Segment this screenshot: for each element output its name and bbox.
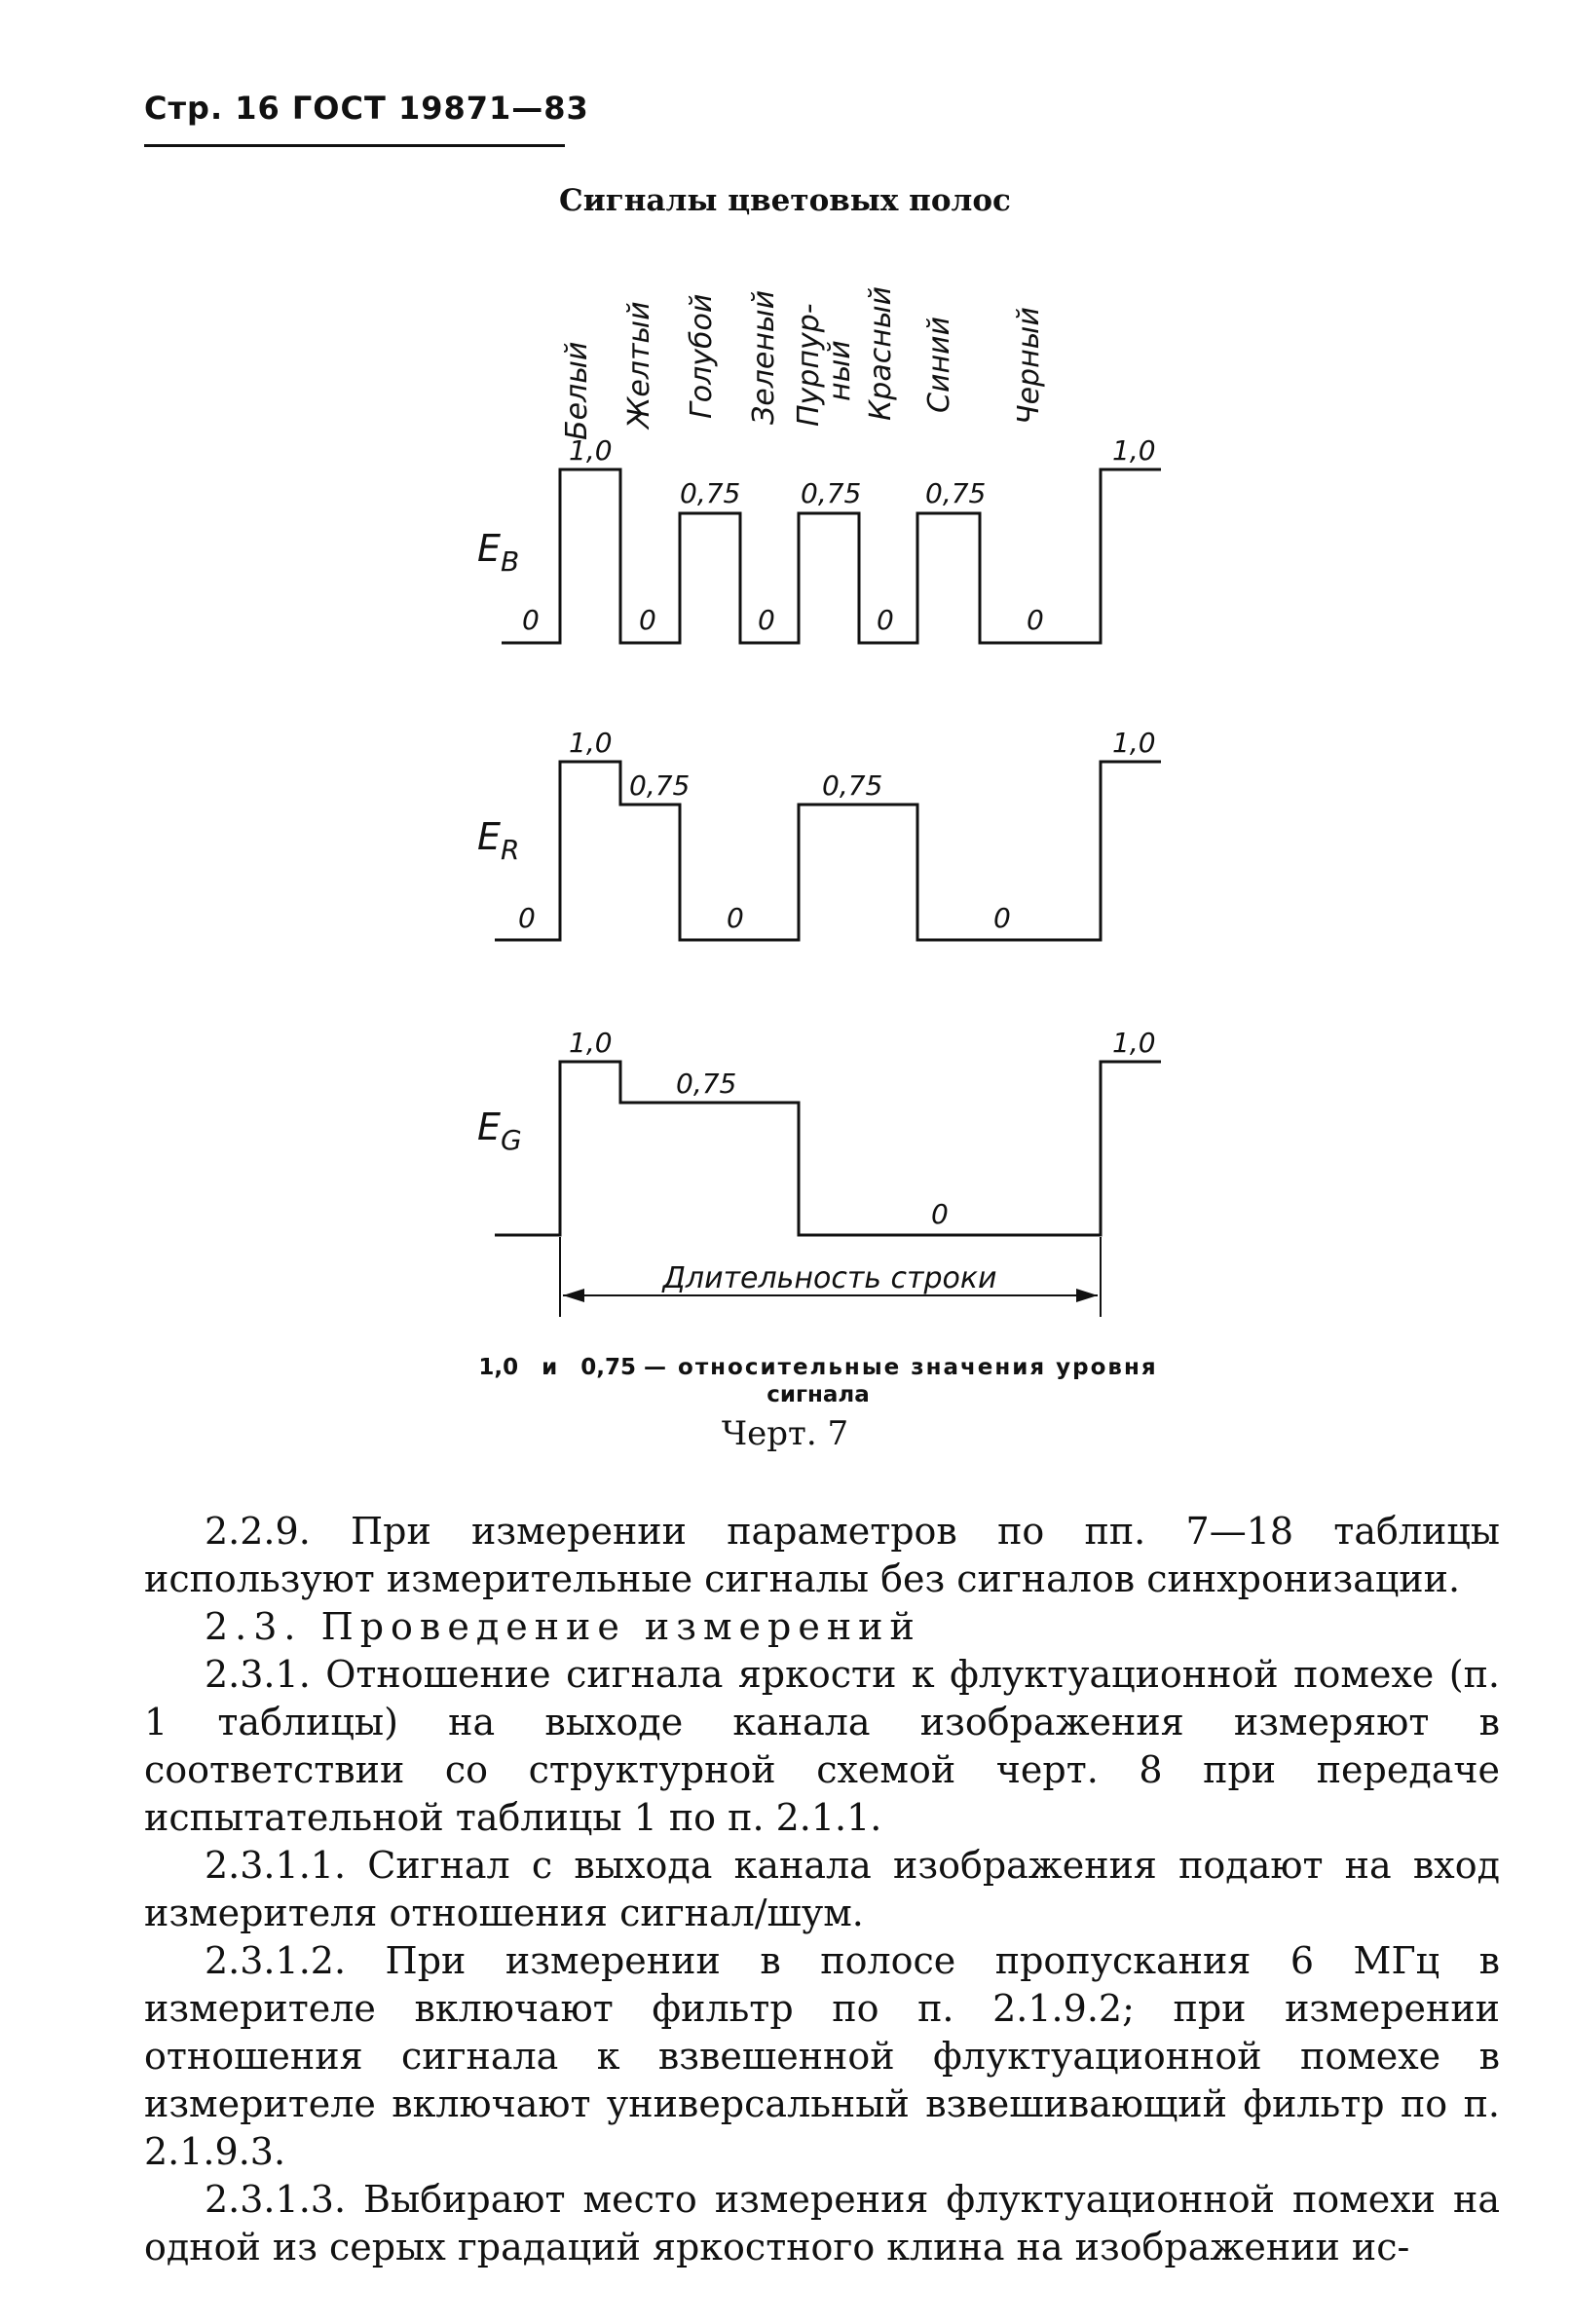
signal-er-zero-3: 0 — [993, 902, 1011, 934]
page-header: Стр. 16 ГОСТ 19871—83 — [144, 90, 589, 127]
signal-eb-zero-3: 0 — [758, 604, 775, 636]
caption-text: — относительные значения уровня — [644, 1355, 1158, 1380]
signal-eb-zero-2: 0 — [639, 604, 656, 636]
signal-eg-level-3: 1,0 — [1112, 1027, 1156, 1059]
signal-eg-level-1: 1,0 — [569, 1027, 613, 1059]
signal-eb-zero-5: 0 — [1027, 604, 1044, 636]
bar-label-white: Белый — [560, 341, 594, 440]
figure-number: Черт. 7 — [721, 1414, 849, 1453]
signal-eb-level-2: 0,75 — [680, 477, 741, 509]
signal-eg-waveform — [495, 1062, 1161, 1235]
bar-label-cyan: Голубой — [685, 293, 719, 419]
signal-er-zero-2: 0 — [727, 902, 744, 934]
figure-caption — [438, 1354, 1198, 1408]
signal-eb-level-4: 0,75 — [925, 477, 987, 509]
paragraph-2-3-1-1: 2.3.1.1. Сигнал с выхода канала изображения подают на вход измерителя отношения сигнал/шум. — [144, 1844, 1500, 1934]
signal-eb-zero-1: 0 — [522, 604, 540, 636]
section-heading-2-3: 2.3. Проведение измерений — [205, 1605, 921, 1648]
signal-eg-name: $E_G$ — [477, 1106, 522, 1156]
signal-eb-zero-4: 0 — [877, 604, 894, 636]
caption-conjunction: и — [542, 1355, 558, 1380]
signal-er-level-2: 0,75 — [629, 769, 691, 802]
bar-label-magenta-2: ный — [823, 340, 857, 401]
bar-label-yellow: Желтый — [622, 301, 656, 429]
signal-er-zero-1: 0 — [518, 902, 536, 934]
signal-er-level-3: 0,75 — [822, 769, 883, 802]
signal-eb-level-5: 1,0 — [1112, 434, 1156, 467]
signal-eg-level-2: 0,75 — [676, 1068, 737, 1100]
duration-arrow-right — [1076, 1289, 1098, 1302]
bar-label-red: Красный — [864, 285, 898, 421]
signal-er-level-4: 1,0 — [1112, 727, 1156, 759]
bar-label-blue: Синий — [922, 316, 956, 413]
body-text — [144, 1508, 1500, 2271]
figure-title: Сигналы цветовых полос — [559, 183, 1011, 218]
caption-line-2: сигнала — [766, 1382, 870, 1407]
caption-value-1: 1,0 — [478, 1355, 519, 1380]
signal-eg-zero-1: 0 — [931, 1198, 949, 1230]
paragraph-2-2-9: 2.2.9. При измерении параметров по пп. 7—18 таблицы используют измерительные сигналы без сигналов синхронизации. — [144, 1510, 1500, 1600]
signal-eb-level-1: 1,0 — [569, 434, 613, 467]
signal-er-name: $E_R$ — [477, 815, 520, 866]
caption-value-2: 0,75 — [580, 1355, 637, 1380]
paragraph-2-3-1-2: 2.3.1.2. При измерении в полосе пропускания 6 МГц в измерителе включают фильтр по п. 2.1.9.2; при измерении отношения сигнала к взвешенной флуктуационной помехе в измерителе включают универсальный взвешивающий фильтр по п. 2.1.9.3. — [144, 1939, 1500, 2173]
signal-eb-name: $E_B$ — [477, 527, 520, 578]
paragraph-2-3-1-3: 2.3.1.3. Выбирают место измерения флуктуационной помехи на одной из серых градаций яркостного клина на изображении ис- — [144, 2178, 1500, 2268]
duration-arrow-left — [563, 1289, 584, 1302]
bar-label-magenta-1: Пурпур- — [792, 303, 826, 427]
duration-label: Длительность строки — [662, 1261, 997, 1295]
signal-eb-level-3: 0,75 — [801, 477, 862, 509]
bar-label-green: Зеленый — [747, 289, 781, 425]
caption-line-1 — [438, 1354, 1198, 1381]
paragraph-2-3-1: 2.3.1. Отношение сигнала яркости к флуктуационной помехе (п. 1 таблицы) на выходе канала изображения измеряют в соответствии со структурной схемой черт. 8 при передаче испытательной таблицы 1 по п. 2.1.1. — [144, 1653, 1500, 1839]
bar-label-black: Черный — [1012, 307, 1046, 425]
signal-er-level-1: 1,0 — [569, 727, 613, 759]
